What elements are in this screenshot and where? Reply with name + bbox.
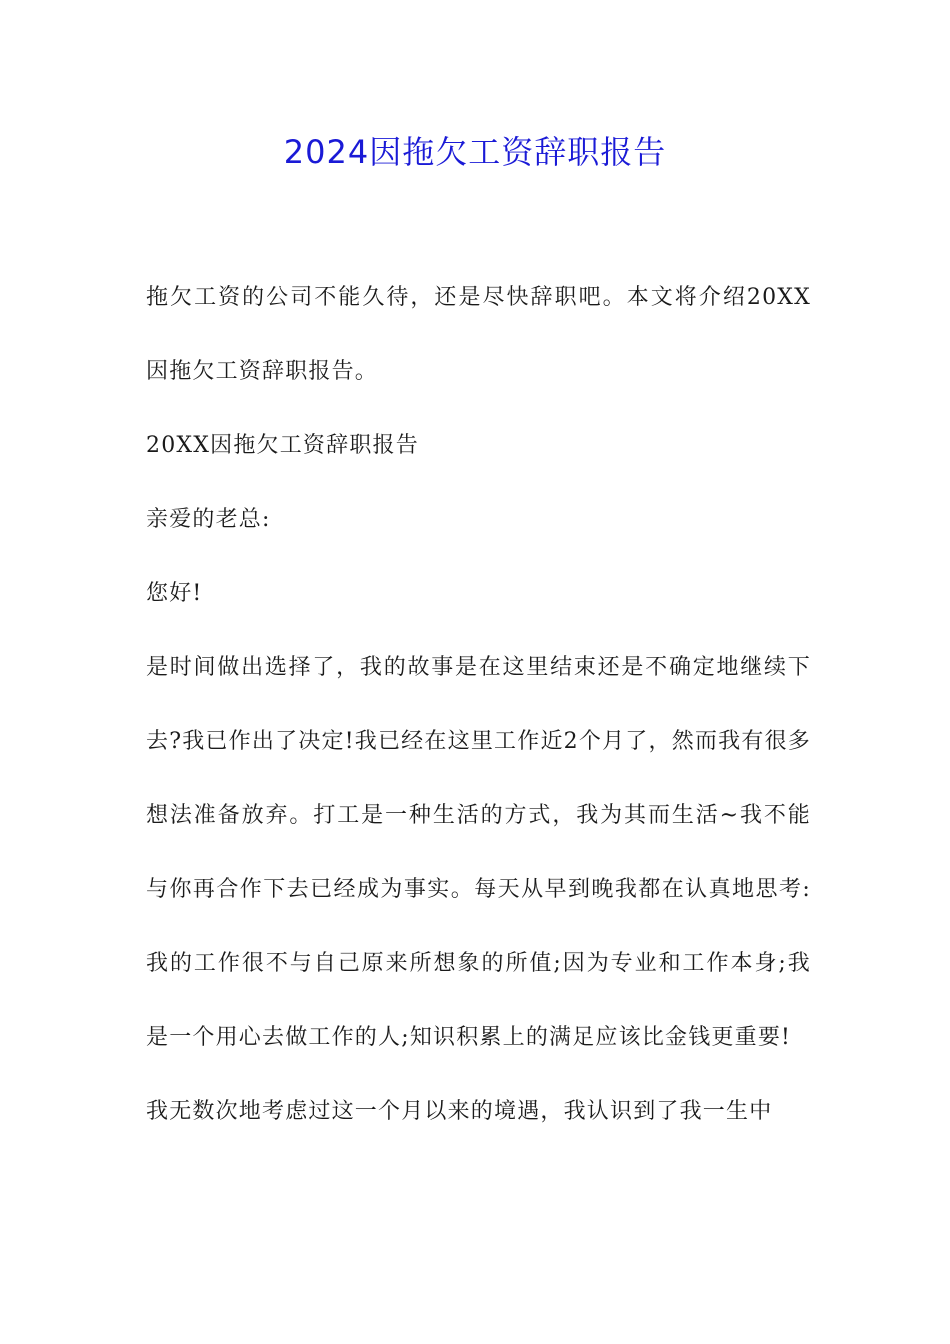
body-paragraph: 我无数次地考虑过这一个月以来的境遇，我认识到了我一生中 — [146, 1099, 773, 1124]
report-heading: 20XX因拖欠工资辞职报告 — [146, 433, 419, 458]
document-body — [146, 261, 811, 1149]
greeting: 您好! — [146, 581, 203, 606]
salutation: 亲爱的老总: — [146, 507, 271, 532]
body-paragraph: 是时间做出选择了，我的故事是在这里结束还是不确定地继续下去?我已作出了决定!我已经在这里工作近2个月了，然而我有很多想法准备放弃。打工是一种生活的方式，我为其而生活~我不能与你再合作下去已经成为事实。每天从早到晚我都在认真地思考:我的工作很不与自己原来所想象的所值;因为专业和工作本身;我是一个用心去做工作的人;知识积累上的满足应该比金钱更重要! — [146, 655, 811, 1050]
intro-paragraph: 拖欠工资的公司不能久待，还是尽快辞职吧。本文将介绍20XX因拖欠工资辞职报告。 — [146, 285, 811, 384]
document-title: 2024因拖欠工资辞职报告 — [283, 133, 667, 171]
